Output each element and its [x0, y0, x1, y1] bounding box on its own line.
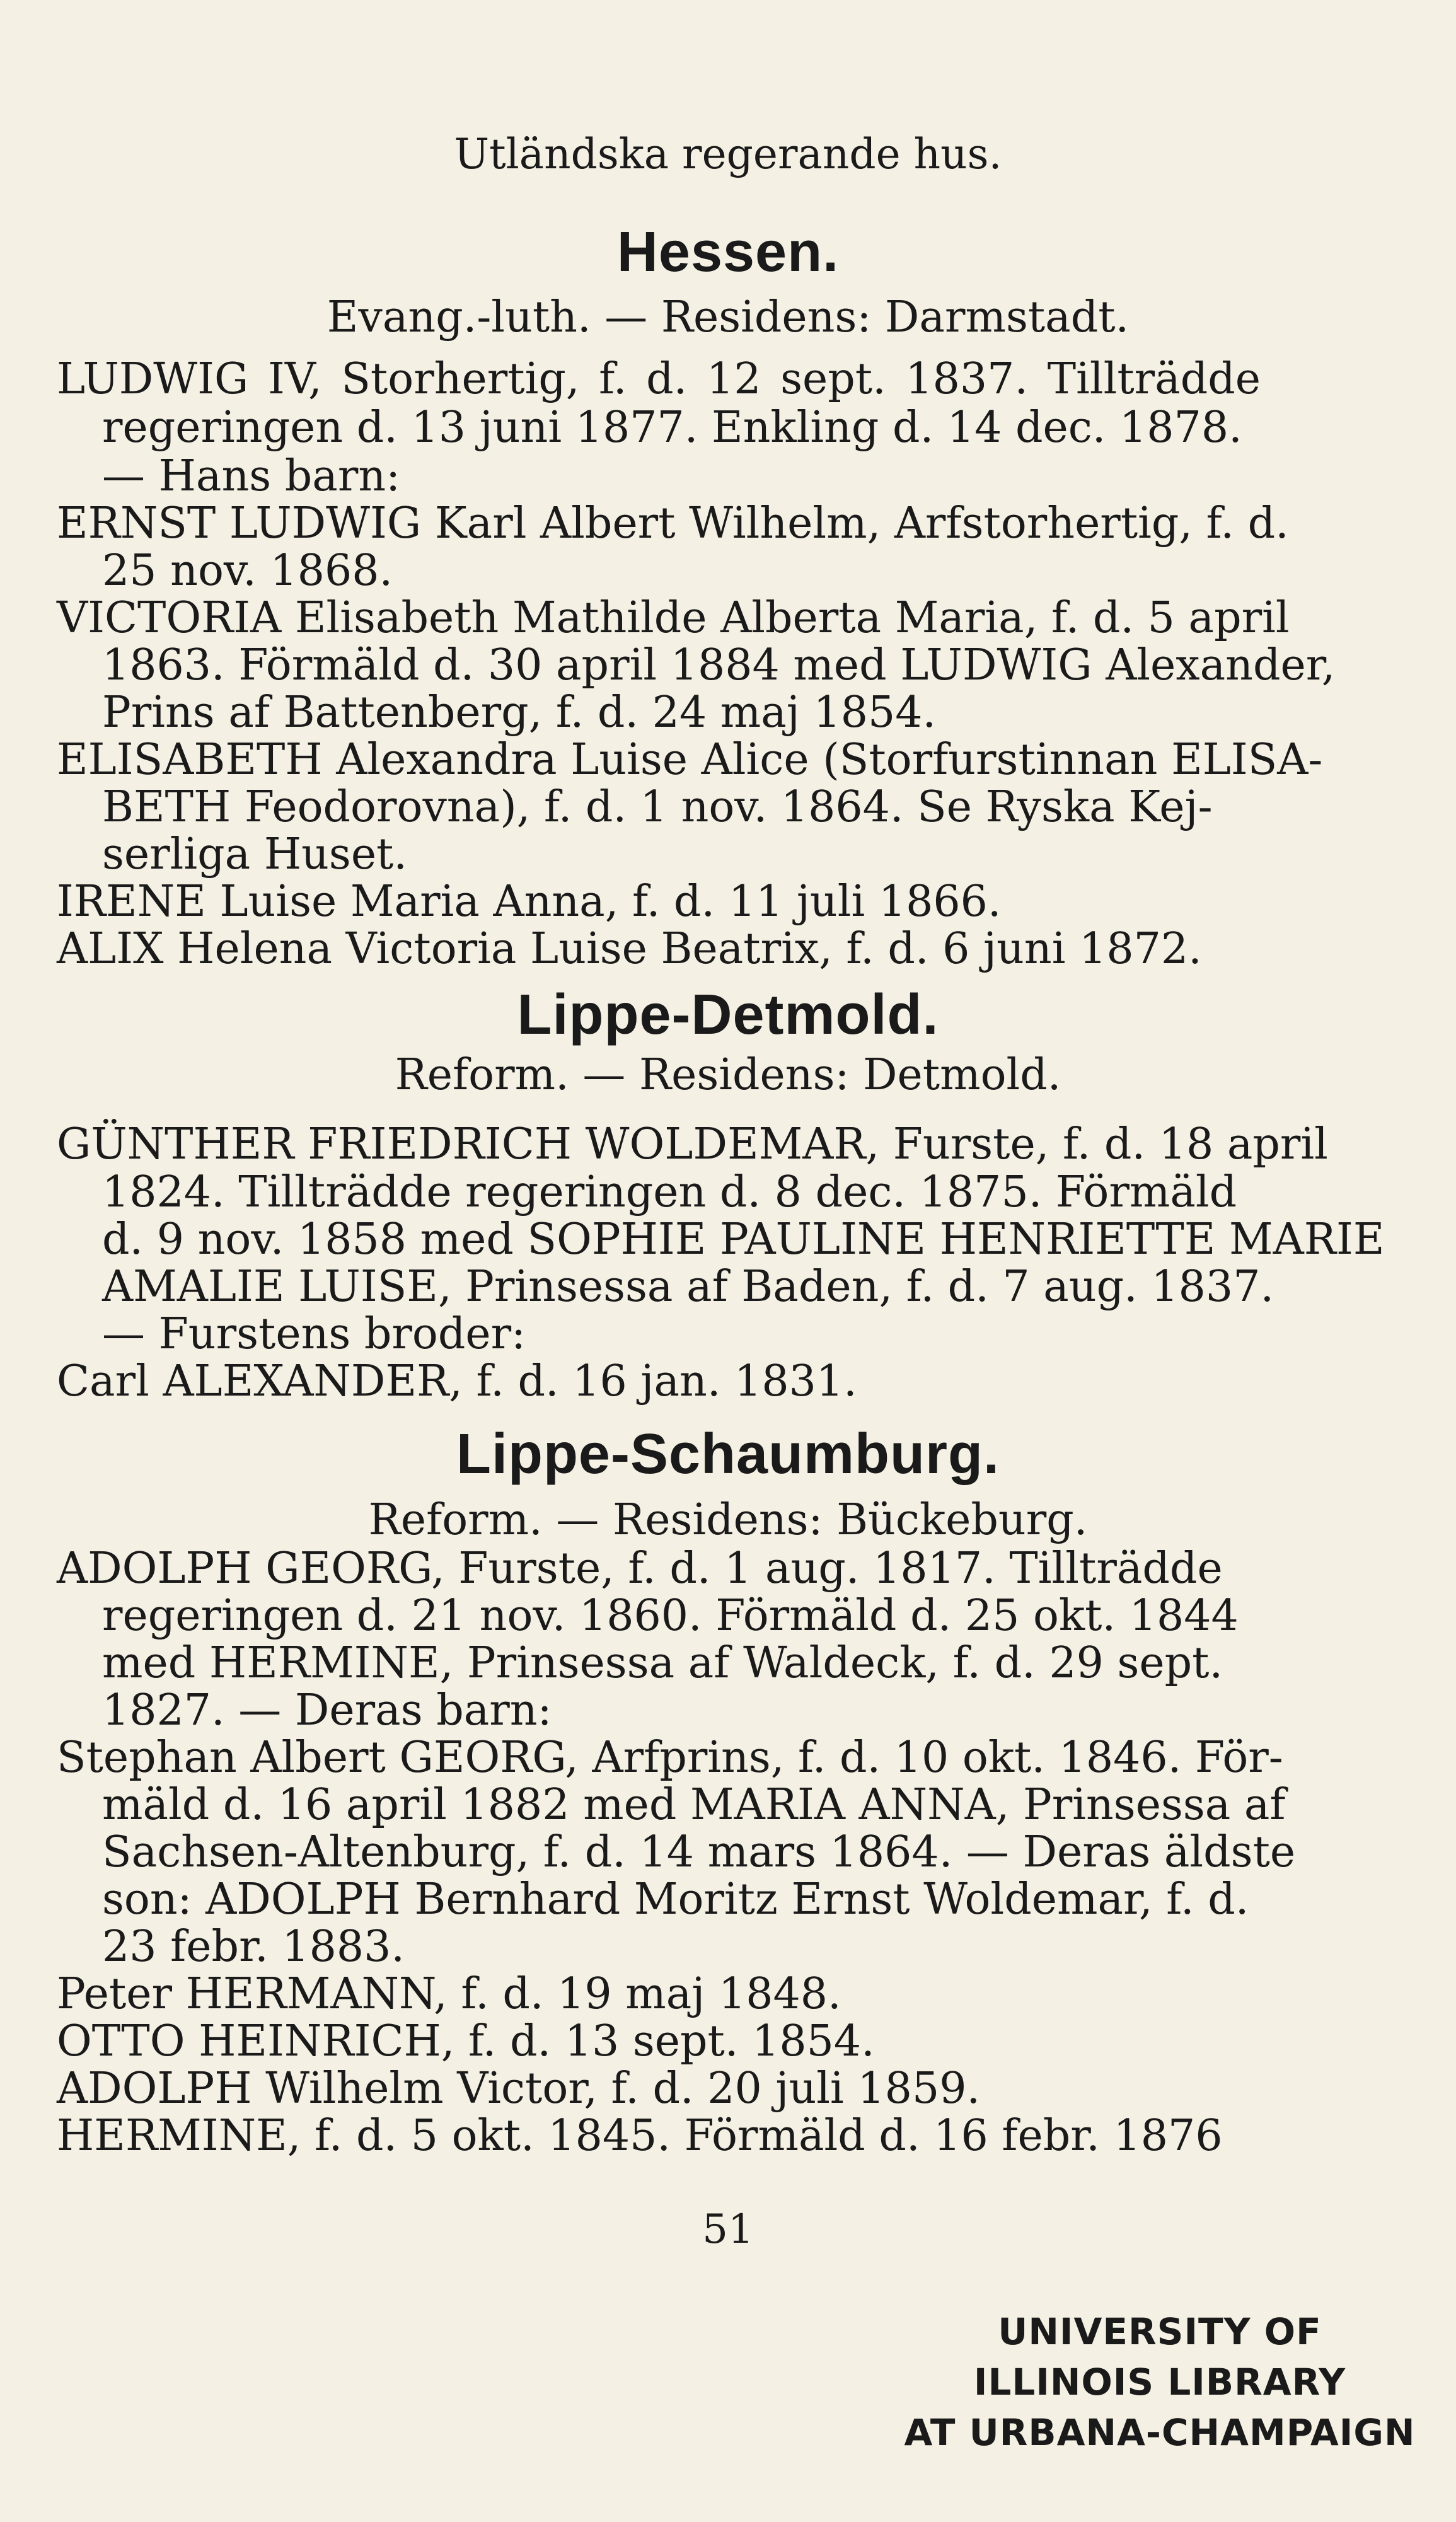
section-title-lippe-detmold: Lippe-Detmold. — [517, 983, 939, 1046]
text-line: LUDWIG IV, Storhertig, f. d. 12 sept. 1837. Tillträdde — [57, 354, 1261, 404]
text-line: AMALIE LUISE, Prinsessa af Baden, f. d. 7 aug. 1837. — [102, 1262, 1274, 1312]
text-line: 23 febr. 1883. — [102, 1922, 405, 1972]
text-line: Prins af Battenberg, f. d. 24 maj 1854. — [102, 688, 937, 738]
section-title-hessen: Hessen. — [616, 221, 840, 284]
text-line: regeringen d. 13 juni 1877. Enkling d. 14 dec. 1878. — [102, 403, 1242, 453]
stamp-line: UNIVERSITY OF — [998, 2310, 1322, 2353]
text-line: Carl ALEXANDER, f. d. 16 jan. 1831. — [57, 1356, 857, 1406]
text-line: IRENE Luise Maria Anna, f. d. 11 juli 1866. — [57, 877, 1002, 927]
text-line: VICTORIA Elisabeth Mathilde Alberta Maria, f. d. 5 april — [57, 593, 1290, 643]
text-line: 1863. Förmäld d. 30 april 1884 med LUDWIG Alexander, — [102, 640, 1336, 690]
text-line: serliga Huset. — [102, 830, 408, 879]
text-line: ADOLPH Wilhelm Victor, f. d. 20 juli 1859. — [57, 2064, 981, 2114]
stamp-line: ILLINOIS LIBRARY — [973, 2361, 1346, 2403]
page-number: 51 — [702, 2206, 754, 2253]
text-line: 1827. — Deras barn: — [102, 1686, 552, 1735]
stamp-line: AT URBANA-CHAMPAIGN — [904, 2411, 1416, 2454]
text-line: son: ADOLPH Bernhard Moritz Ernst Woldemar, f. d. — [102, 1875, 1249, 1924]
text-line: GÜNTHER FRIEDRICH WOLDEMAR, Furste, f. d. 18 april — [57, 1119, 1328, 1169]
text-line: OTTO HEINRICH, f. d. 13 sept. 1854. — [57, 2016, 875, 2066]
text-line: med HERMINE, Prinsessa af Waldeck, f. d. 29 sept. — [102, 1638, 1223, 1688]
text-line: 25 nov. 1868. — [102, 546, 393, 596]
text-line: d. 9 nov. 1858 med SOPHIE PAULINE HENRIETTE MARIE — [102, 1215, 1385, 1264]
text-line: — Hans barn: — [102, 451, 401, 501]
text-line: mäld d. 16 april 1882 med MARIA ANNA, Prinsessa af — [102, 1780, 1286, 1830]
text-line: ALIX Helena Victoria Luise Beatrix, f. d. 6 juni 1872. — [57, 924, 1202, 974]
running-head: Utländska regerande hus. — [454, 130, 1002, 178]
text-line: ELISABETH Alexandra Luise Alice (Storfurstinnan ELISA- — [57, 735, 1323, 785]
text-line: Peter HERMANN, f. d. 19 maj 1848. — [57, 1969, 841, 2019]
text-line: Sachsen-Altenburg, f. d. 14 mars 1864. — Deras äldste — [102, 1827, 1296, 1877]
text-line: — Furstens broder: — [102, 1309, 526, 1359]
section-subtitle-lippe-schaumburg: Reform. — Residens: Bückeburg. — [368, 1495, 1088, 1545]
section-subtitle-lippe-detmold: Reform. — Residens: Detmold. — [395, 1050, 1061, 1100]
text-line: Stephan Albert GEORG, Arfprins, f. d. 10 okt. 1846. För- — [57, 1733, 1283, 1783]
text-line: ERNST LUDWIG Karl Albert Wilhelm, Arfstorhertig, f. d. — [57, 499, 1289, 548]
section-title-lippe-schaumburg: Lippe-Schaumburg. — [456, 1423, 1000, 1486]
text-line: regeringen d. 21 nov. 1860. Förmäld d. 25 okt. 1844 — [102, 1591, 1239, 1641]
text-line: BETH Feodorovna), f. d. 1 nov. 1864. Se Ryska Kej- — [102, 782, 1213, 832]
section-subtitle-hessen: Evang.-luth. — Residens: Darmstadt. — [326, 292, 1130, 342]
text-line: HERMINE, f. d. 5 okt. 1845. Förmäld d. 16 febr. 1876 — [57, 2111, 1223, 2161]
text-line: ADOLPH GEORG, Furste, f. d. 1 aug. 1817. Tillträdde — [57, 1544, 1223, 1594]
text-line: 1824. Tillträdde regeringen d. 8 dec. 1875. Förmäld — [102, 1167, 1237, 1217]
